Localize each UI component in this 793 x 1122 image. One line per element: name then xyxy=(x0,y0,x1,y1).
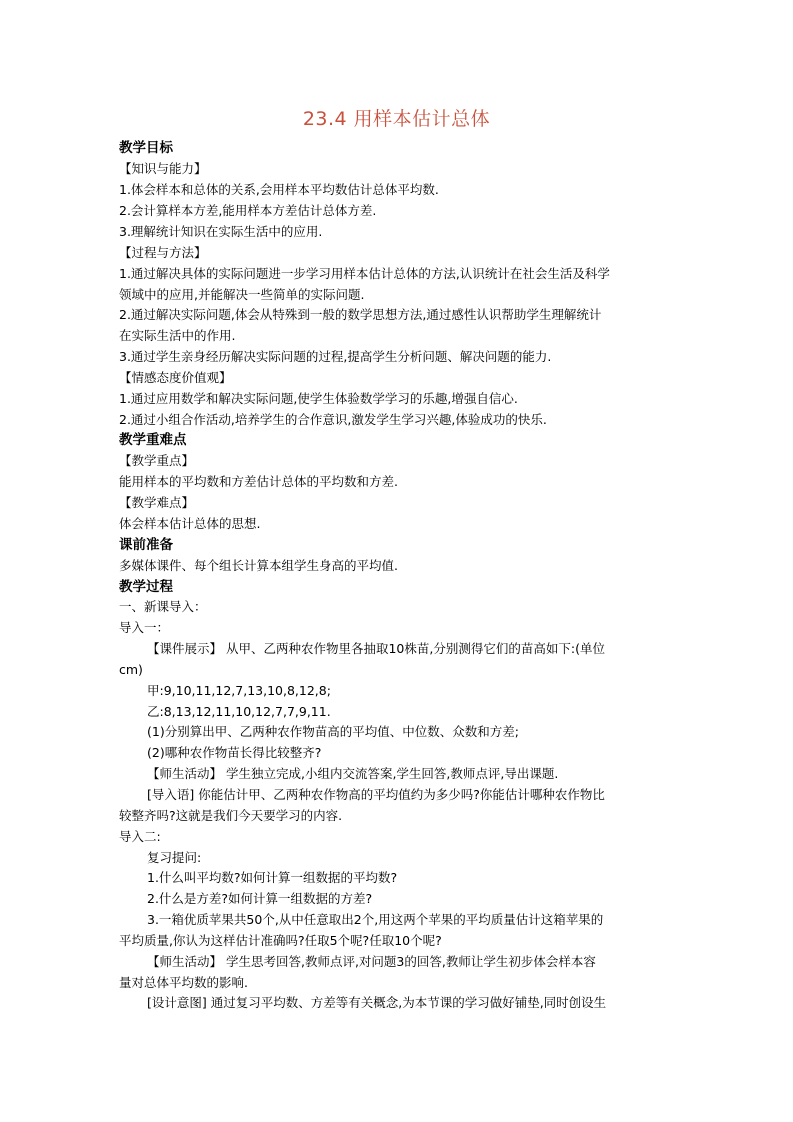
text-line: 1.通过应用数学和解决实际问题,使学生体验数学学习的乐趣,增强自信心. xyxy=(119,391,518,406)
heading-teaching-goals: 教学目标 xyxy=(119,140,173,156)
text-line: 1.体会样本和总体的关系,会用样本平均数估计总体平均数. xyxy=(119,182,439,197)
text-line: 平均质量,你认为这样估计准确吗?任取5个呢?任取10个呢? xyxy=(119,933,442,948)
text-line: cm) xyxy=(119,662,143,677)
document-title: 23.4 用样本估计总体 xyxy=(302,108,491,130)
text-line: 3.通过学生亲身经历解决实际问题的过程,提高学生分析问题、解决问题的能力. xyxy=(119,349,552,364)
text-line: [设计意图] 通过复习平均数、方差等有关概念,为本节课的学习做好铺垫,同时创设生 xyxy=(147,995,607,1010)
text-line: 1.什么叫平均数?如何计算一组数据的平均数? xyxy=(147,870,398,885)
text-line: 复习提问: xyxy=(147,850,202,865)
text-line: (2)哪种农作物苗长得比较整齐? xyxy=(147,745,322,760)
text-line: 乙:8,13,12,11,10,12,7,7,9,11. xyxy=(147,704,331,719)
text-line: [导入语] 你能估计甲、乙两种农作物高的平均值约为多少吗?你能估计哪种农作物比 xyxy=(147,787,605,802)
text-line: 导入二: xyxy=(119,829,161,844)
text-line: 较整齐吗?这就是我们今天要学习的内容. xyxy=(119,808,343,823)
text-line: 能用样本的平均数和方差估计总体的平均数和方差. xyxy=(119,474,398,489)
text-line: 【课件展示】 从甲、乙两种农作物里各抽取10株苗,分别测得它们的苗高如下:(单位 xyxy=(147,641,605,656)
heading-preparation: 课前准备 xyxy=(119,537,173,553)
text-line: 领域中的应用,并能解决一些简单的实际问题. xyxy=(119,287,365,302)
subheading-knowledge: 【知识与能力】 xyxy=(119,161,207,176)
text-line: 2.什么是方差?如何计算一组数据的方差? xyxy=(147,891,373,906)
text-line: 2.通过小组合作活动,培养学生的合作意识,激发学生学习兴趣,体验成功的快乐. xyxy=(119,412,547,427)
subheading-process: 【过程与方法】 xyxy=(119,245,207,260)
text-line: 1.通过解决具体的实际问题进一步学习用样本估计总体的方法,认识统计在社会生活及科学 xyxy=(119,266,610,281)
text-line: 量对总体平均数的影响. xyxy=(119,975,248,990)
subheading-difficulty: 【教学难点】 xyxy=(119,495,195,510)
text-line: 体会样本估计总体的思想. xyxy=(119,516,261,531)
text-line: 3.一箱优质苹果共50个,从中任意取出2个,用这两个苹果的平均质量估计这箱苹果的 xyxy=(147,912,604,927)
text-line: 【师生活动】 学生独立完成,小组内交流答案,学生回答,教师点评,导出课题. xyxy=(147,766,559,781)
text-line: 2.会计算样本方差,能用样本方差估计总体方差. xyxy=(119,203,377,218)
text-line: 3.理解统计知识在实际生活中的应用. xyxy=(119,224,323,239)
subheading-focus: 【教学重点】 xyxy=(119,453,195,468)
heading-key-points: 教学重难点 xyxy=(119,432,187,448)
heading-teaching-process: 教学过程 xyxy=(119,579,173,595)
text-line: 一、新课导入： xyxy=(119,599,207,614)
text-line: (1)分别算出甲、乙两种农作物苗高的平均值、中位数、众数和方差; xyxy=(147,724,519,739)
text-line: 导入一： xyxy=(119,620,170,635)
subheading-attitude: 【情感态度价值观】 xyxy=(119,370,232,385)
text-line: 多媒体课件、每个组长计算本组学生身高的平均值. xyxy=(119,558,398,573)
text-line: 在实际生活中的作用. xyxy=(119,328,236,343)
text-line: 甲:9,10,11,12,7,13,10,8,12,8; xyxy=(147,683,331,698)
text-line: 2.通过解决实际问题,体会从特殊到一般的数学思想方法,通过感性认识帮助学生理解统计 xyxy=(119,307,602,322)
text-line: 【师生活动】 学生思考回答,教师点评,对问题3的回答,教师让学生初步体会样本容 xyxy=(147,954,596,969)
